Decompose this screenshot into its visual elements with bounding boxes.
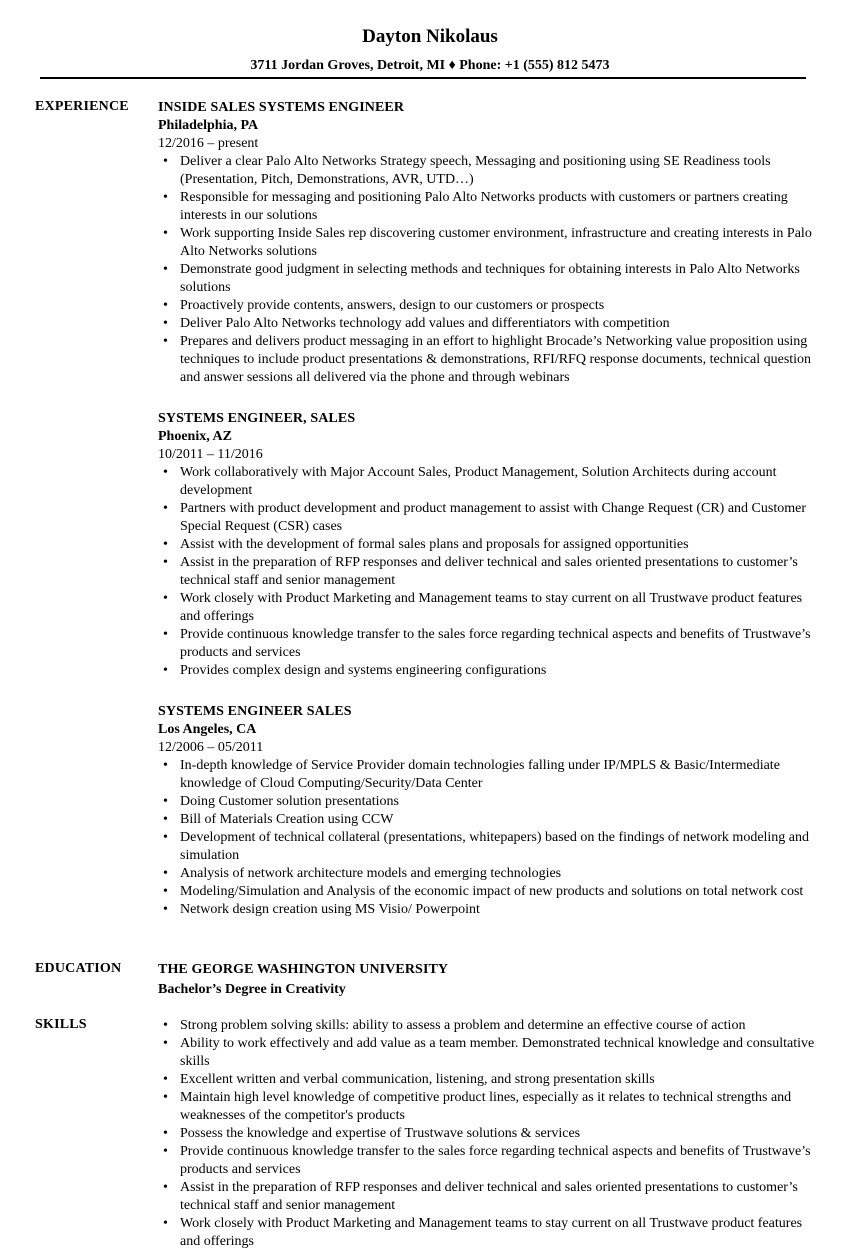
job-location: Los Angeles, CA [158, 722, 257, 737]
job-title: INSIDE SALES SYSTEMS ENGINEER [158, 100, 405, 115]
job-title: SYSTEMS ENGINEER SALES [158, 704, 352, 719]
skills-list [158, 1017, 818, 1251]
skill-item: • Excellent written and verbal communication, listening, and strong presentation skills [158, 1071, 818, 1089]
skills-column [158, 1017, 818, 1251]
skill-item: • Assist in the preparation of RFP responses and deliver technical and sales oriented presentations to customer’s technical staff and senior management [158, 1179, 818, 1215]
education-column [158, 961, 818, 999]
bullet-item: • Responsible for messaging and positioning Palo Alto Networks products with customers or partners creating interests in our solutions [158, 189, 818, 225]
bullet-item: • Demonstrate good judgment in selecting methods and techniques for obtaining interests in Palo Alto Networks solutions [158, 261, 818, 297]
bullet-item: • Network design creation using MS Visio/ Powerpoint [158, 901, 818, 919]
degree: Bachelor’s Degree in Creativity [158, 982, 346, 997]
job-entry [158, 99, 818, 387]
bullet-item: • Assist in the preparation of RFP responses and deliver technical and sales oriented presentations to customer’s technical staff and senior management [158, 554, 818, 590]
bullet-item: • Partners with product development and product management to assist with Change Request (CR) and Customer Special Request (CSR) cases [158, 500, 818, 536]
bullet-item: • Analysis of network architecture models and emerging technologies [158, 865, 818, 883]
job-dates: 12/2006 – 05/2011 [158, 740, 264, 755]
job-location: Phoenix, AZ [158, 429, 232, 444]
bullet-item: • Development of technical collateral (presentations, whitepapers) based on the findings of network modeling and simulation [158, 829, 818, 865]
skill-item: • Maintain high level knowledge of competitive product lines, especially as it relates to technical strengths and weaknesses of the competitor's products [158, 1089, 818, 1125]
bullet-item: • Deliver a clear Palo Alto Networks Strategy speech, Messaging and positioning using SE Readiness tools (Presentation, Pitch, Demonstrations, AVR, UTD…) [158, 153, 818, 189]
bullet-item: • Doing Customer solution presentations [158, 793, 818, 811]
skill-item: • Possess the knowledge and expertise of Trustwave solutions & services [158, 1125, 818, 1143]
bullet-item: • Work collaboratively with Major Account Sales, Product Management, Solution Architects during account development [158, 464, 818, 500]
job-dates: 12/2016 – present [158, 136, 259, 151]
bullet-item: • Work supporting Inside Sales rep discovering customer environment, infrastructure and creating interests in Palo Alto Networks solutions [158, 225, 818, 261]
job-bullets [158, 464, 818, 680]
skill-item: • Strong problem solving skills: ability to assess a problem and determine an effective course of action [158, 1017, 818, 1035]
skills-heading: SKILLS [35, 1017, 87, 1032]
bullet-item: • Provide continuous knowledge transfer to the sales force regarding technical aspects and benefits of Trustwave’s products and services [158, 626, 818, 662]
bullet-item: • Proactively provide contents, answers, design to our customers or prospects [158, 297, 818, 315]
job-title: SYSTEMS ENGINEER, SALES [158, 411, 356, 426]
job-entry [158, 703, 818, 919]
job-location: Philadelphia, PA [158, 118, 259, 133]
bullet-item: • Bill of Materials Creation using CCW [158, 811, 818, 829]
candidate-name: Dayton Nikolaus [362, 26, 498, 47]
bullet-item: • Work closely with Product Marketing and Management teams to stay current on all Trustwave product features and offerings [158, 590, 818, 626]
job-bullets [158, 153, 818, 387]
experience-column [158, 99, 818, 942]
bullet-item: • In-depth knowledge of Service Provider domain technologies falling under IP/MPLS & Basic/Intermediate knowledge of Cloud Computing/Security/Data Center [158, 757, 818, 793]
bullet-item: • Prepares and delivers product messaging in an effort to highlight Brocade’s Networking value proposition using techniques to include product presentations & demonstrations, RFI/RFQ response documents, technical question and answer sessions all delivered via the phone and through webinars [158, 333, 818, 387]
school-name: THE GEORGE WASHINGTON UNIVERSITY [158, 962, 449, 977]
job-entry [158, 410, 818, 680]
bullet-item: • Assist with the development of formal sales plans and proposals for assigned opportunities [158, 536, 818, 554]
experience-heading: EXPERIENCE [35, 99, 129, 114]
bullet-item: • Provides complex design and systems engineering configurations [158, 662, 818, 680]
skill-item: • Provide continuous knowledge transfer to the sales force regarding technical aspects and benefits of Trustwave’s products and services [158, 1143, 818, 1179]
bullet-item: • Modeling/Simulation and Analysis of the economic impact of new products and solutions on total network cost [158, 883, 818, 901]
contact-line: 3711 Jordan Groves, Detroit, MI ♦ Phone: +1 (555) 812 5473 [250, 58, 610, 73]
header-divider [40, 77, 806, 79]
job-dates: 10/2011 – 11/2016 [158, 447, 263, 462]
education-heading: EDUCATION [35, 961, 122, 976]
skill-item: • Work closely with Product Marketing and Management teams to stay current on all Trustwave product features and offerings [158, 1215, 818, 1251]
skill-item: • Ability to work effectively and add value as a team member. Demonstrated technical knowledge and consultative skills [158, 1035, 818, 1071]
bullet-item: • Deliver Palo Alto Networks technology add values and differentiators with competition [158, 315, 818, 333]
job-bullets [158, 757, 818, 919]
